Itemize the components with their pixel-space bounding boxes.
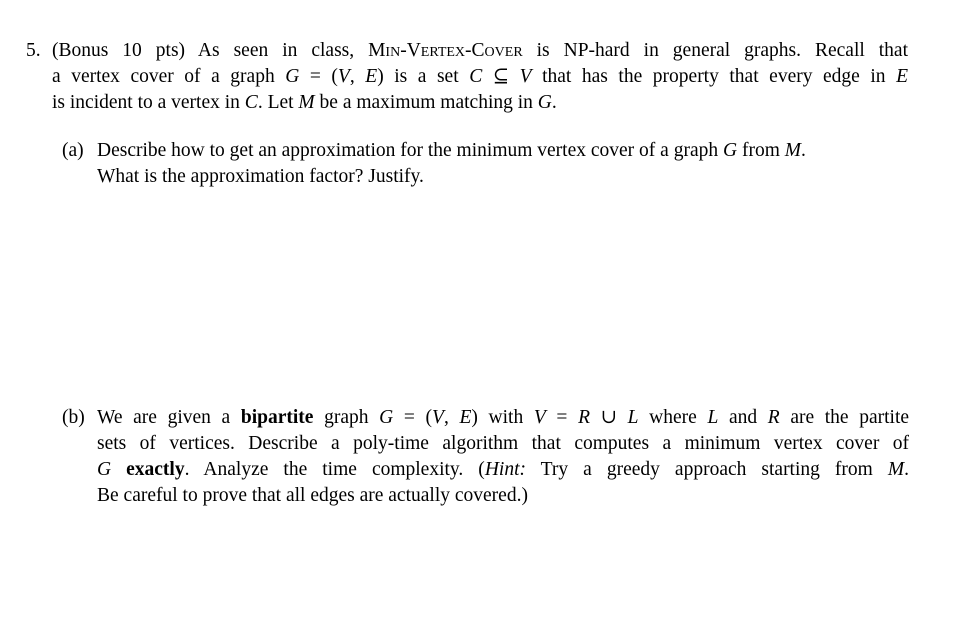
text: be a maximum matching in (314, 92, 538, 113)
part-a-label (62, 138, 84, 164)
text: = (545, 407, 579, 428)
text: ) with (471, 407, 534, 428)
part-a-line-2 (97, 164, 424, 190)
text: = ( (299, 66, 338, 87)
math-G: G (285, 66, 300, 87)
math-R: R (578, 407, 590, 428)
math-M: M (887, 459, 905, 480)
text: are the partite (779, 407, 910, 428)
math-E: E (365, 66, 378, 87)
intro-text: (Bonus 10 pts) As seen in class, (52, 40, 369, 61)
text: . Analyze the time complexity. ( (184, 459, 485, 480)
text: We are given a (97, 407, 241, 428)
text: . (800, 140, 806, 161)
math-R: R (767, 407, 780, 428)
text: . (904, 459, 909, 480)
text: , (443, 407, 460, 428)
text: Describe how to get an approximation for the minimum vertex cover of a graph (97, 140, 723, 161)
subset-symbol: ⊆ (482, 66, 520, 87)
math-C: C (244, 92, 258, 113)
part-b-label (62, 405, 85, 431)
math-V: V (432, 407, 444, 428)
problem-name: Min-Vertex-Cover (368, 40, 523, 61)
text: from (737, 140, 785, 161)
text: where (638, 407, 708, 428)
text: and (718, 407, 768, 428)
part-a-line-1 (97, 138, 806, 164)
hint-label: Hint: (484, 459, 526, 480)
text: What is the approximation factor? Justify. (97, 166, 424, 187)
part-b-line-1 (97, 405, 909, 431)
math-E: E (896, 66, 909, 87)
text: is incident to a vertex in (52, 92, 245, 113)
math-G: G (379, 407, 394, 428)
math-V: V (337, 66, 350, 87)
part-b-line-2 (97, 431, 909, 457)
math-V: V (519, 66, 532, 87)
math-G: G (97, 459, 112, 480)
text: Try a greedy approach starting from (525, 459, 888, 480)
math-L: L (627, 407, 639, 428)
math-V: V (533, 407, 546, 428)
after-name-text: is NP-hard in general graphs. Recall that (522, 40, 908, 61)
text: . Let (257, 92, 299, 113)
text: . (551, 92, 557, 113)
math-G: G (722, 140, 738, 161)
part-b-line-3 (97, 457, 909, 483)
label: (a) (62, 140, 84, 161)
text: that has the property that every edge in (531, 66, 897, 87)
math-C: C (469, 66, 483, 87)
problem-line-3 (52, 90, 557, 116)
math-E: E (459, 407, 472, 428)
problem-number (26, 38, 41, 64)
text: a vertex cover of a graph (52, 66, 286, 87)
label: (b) (62, 407, 85, 428)
problem-line-2 (52, 64, 908, 90)
number-label: 5. (26, 40, 41, 61)
text: sets of vertices. Describe a poly-time algorithm that computes a minimum vertex cover of (97, 433, 909, 454)
math-M: M (784, 140, 801, 161)
bold-exactly: exactly (111, 459, 185, 480)
text: = ( (393, 407, 433, 428)
bold-bipartite: bipartite (240, 407, 314, 428)
union-symbol: ∪ (590, 407, 628, 428)
text: , (349, 66, 366, 87)
text: Be careful to prove that all edges are actually covered.) (97, 485, 528, 506)
math-L: L (707, 407, 719, 428)
text: graph (313, 407, 380, 428)
part-b-line-4 (97, 483, 528, 509)
problem-line-1 (52, 38, 908, 64)
math-G: G (537, 92, 552, 113)
text: ) is a set (377, 66, 470, 87)
math-M: M (298, 92, 315, 113)
